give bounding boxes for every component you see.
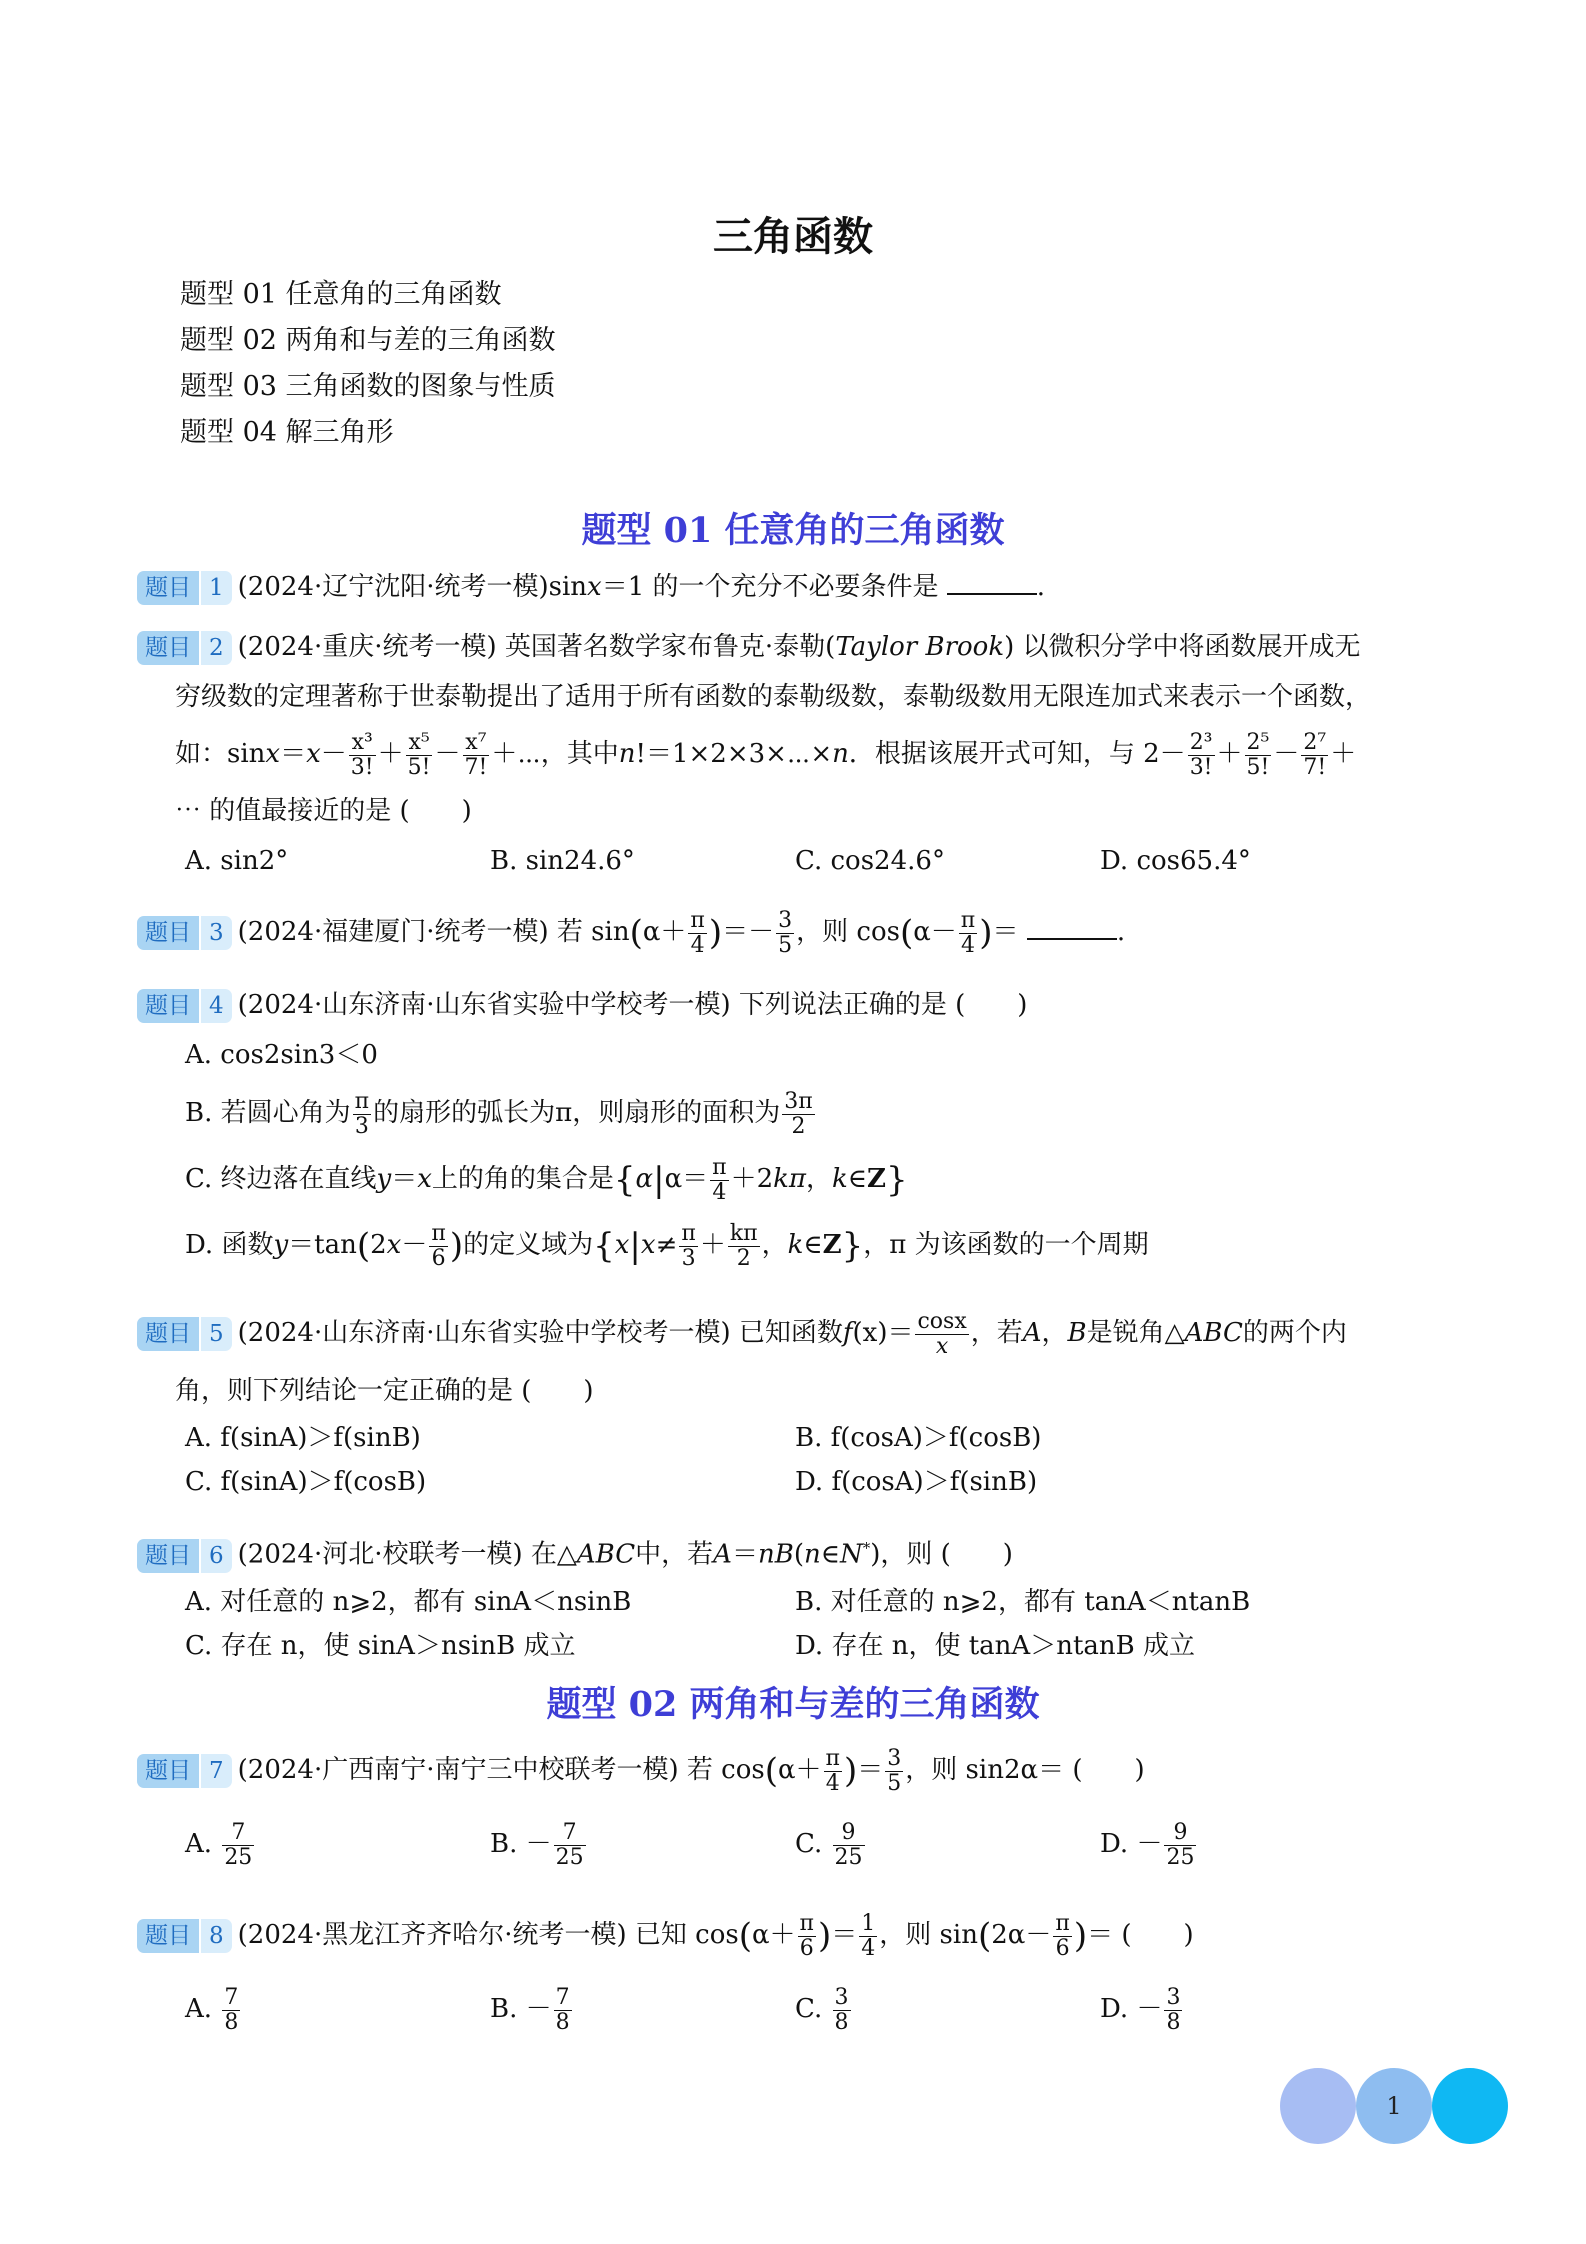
- option-b[interactable]: B. sin24.6°: [490, 846, 635, 876]
- option-d[interactable]: D. － $\frac{9}{25}$: [1100, 1819, 1195, 1870]
- page-number: 1: [1386, 2092, 1402, 2120]
- toc-item[interactable]: 题型 01 任意角的三角函数: [180, 279, 502, 310]
- options: [137, 1460, 1457, 1504]
- question-badge: 题目 2: [137, 631, 232, 665]
- answer-blank[interactable]: [1027, 916, 1117, 940]
- option-a[interactable]: A. $\frac{7}{8}$: [185, 1984, 239, 2035]
- answer-blank[interactable]: [947, 571, 1037, 595]
- question-8: 题目 8 (2024·黑龙江齐齐哈尔·统考一模) 已知 cos(α＋ $\frac{\pi}{6}$ )＝ $\frac{1}{4}$ ，则 sin(2α－ $\frac{\pi}{6}$ )＝ ( ) A. $\frac{7}{8}$ B. － $\frac{7}{8}$ C. $\frac{3}{8}$ D. － $\frac{3}{8}$: [137, 1905, 1457, 2039]
- options: [137, 1814, 1457, 1874]
- options: [137, 1979, 1457, 2039]
- option-c[interactable]: C. cos24.6°: [795, 846, 945, 876]
- option-a[interactable]: A. cos2sin3＜0: [185, 1040, 378, 1070]
- section-heading: 题型 01 任意角的三角函数: [581, 510, 1005, 551]
- question-badge: 题目 7: [137, 1754, 232, 1788]
- decor-circle: [1280, 2068, 1356, 2144]
- option-c[interactable]: C. 存在 n，使 sinA＞nsinB 成立: [185, 1630, 576, 1661]
- table-of-contents: [180, 272, 556, 456]
- option-d[interactable]: D. 存在 n，使 tanA＞ntanB 成立: [795, 1630, 1196, 1661]
- page-title: 三角函数: [713, 214, 873, 260]
- options: [137, 1416, 1457, 1460]
- toc-item[interactable]: 题型 02 两角和与差的三角函数: [180, 325, 556, 356]
- option-b[interactable]: B. － $\frac{7}{8}$: [490, 1984, 570, 2035]
- page-number-badge: [1280, 2068, 1510, 2144]
- option-c[interactable]: C. 终边落在直线y＝x上的角的集合是{α|α＝ $\frac{\pi}{4}$ ＋2kπ，k∈Z}: [185, 1154, 908, 1205]
- option-d[interactable]: D. f(cosA)＞f(sinB): [795, 1467, 1038, 1497]
- question-7: 题目 7 (2024·广西南宁·南宁三中校联考一模) 若 cos(α＋ $\frac{\pi}{4}$ )＝ $\frac{3}{5}$ ，则 sin2α＝ ( ) A. $\frac{7}{25}$ B. － $\frac{7}{25}$ C. $\frac{9}{25}$ D. － $\frac{9}{25}$: [137, 1740, 1457, 1874]
- question-2: 题目 2 (2024·重庆·统考一模) 英国著名数学家布鲁克·泰勒(Taylor Brook) 以微积分学中将函数展开成无 穷级数的定理著称于世泰勒提出了适用于所有函数的泰勒级数，泰勒级数用无限连加式来表示一个函数， 如：sinx＝x－ $\frac{\text{x³}}{3!}$ ＋ $\frac{\text{x⁵}}{5!}$ － $\frac{\text{x⁷}}{7!}$ ＋⋯，其中n!＝1×2×3×⋯×n．根据该展开式可知，与 2－ $\frac{\text{2³}}{3!}$ ＋ $\frac{\text{2⁵}}{5!}$ － $\frac{\text{2⁷}}{7!}$ ＋ ⋯ 的值最接近的是 ( ) A. sin2° B. sin24.6° C. cos24.6° D. cos65.4°: [137, 622, 1457, 886]
- option-a[interactable]: A. sin2°: [185, 846, 289, 876]
- option-b[interactable]: B. f(cosA)＞f(cosB): [795, 1423, 1042, 1453]
- options: [137, 836, 1457, 886]
- option-b[interactable]: B. 若圆心角为 $\frac{\pi}{3}$ 的扇形的弧长为π，则扇形的面积为 $\frac{3\pi}{2}$: [185, 1088, 813, 1139]
- question-1: 题目 1 (2024·辽宁沈阳·统考一模)sinx＝1 的一个充分不必要条件是 .: [137, 562, 1457, 612]
- toc-item[interactable]: 题型 03 三角函数的图象与性质: [180, 371, 556, 402]
- question-5: 题目 5 (2024·山东济南·山东省实验中学校考一模) 已知函数f(x)＝ $\frac{\cos x}{x}$，若A，B是锐角△ABC的两个内 角，则下列结论一定正确的是 ( ) A. f(sinA)＞f(sinB) B. f(cosA)＞f(cosB) C. f(sinA)＞f(cosB) D. f(cosA)＞f(sinB): [137, 1300, 1457, 1504]
- option-b[interactable]: B. 对任意的 n⩾2，都有 tanA＜ntanB: [795, 1586, 1251, 1617]
- option-c[interactable]: C. $\frac{3}{8}$: [795, 1984, 849, 2035]
- question-badge: 题目 6: [137, 1539, 232, 1573]
- decor-circle: [1432, 2068, 1508, 2144]
- question-6: 题目 6 (2024·河北·校联考一模) 在△ABC中，若A＝nB(n∈N*)，则 ( ) A. 对任意的 n⩾2，都有 sinA＜nsinB B. 对任意的 n⩾2，都有 tanA＜ntanB C. 存在 n，使 sinA＞nsinB 成立 D. 存在 n，使 tanA＞ntanB 成立: [137, 1523, 1457, 1668]
- toc-item[interactable]: 题型 04 解三角形: [180, 417, 394, 448]
- question-badge: 题目 4: [137, 989, 232, 1023]
- option-a[interactable]: A. 对任意的 n⩾2，都有 sinA＜nsinB: [185, 1586, 632, 1617]
- option-d[interactable]: D. 函数y＝tan(2x－ $\frac{\pi}{6}$ )的定义域为{x|x≠ $\frac{\pi}{3}$ ＋ $\frac{k\pi}{2}$ ，k∈Z}，π 为该函数的一个周期: [185, 1220, 1149, 1271]
- option-d[interactable]: D. － $\frac{3}{8}$: [1100, 1984, 1181, 2035]
- options: [137, 1580, 1457, 1624]
- option-c[interactable]: C. $\frac{9}{25}$: [795, 1819, 863, 1870]
- question-3: 题目 3 (2024·福建厦门·统考一模) 若 sin(α＋ $\frac{\pi}{4}$ )＝－ $\frac{3}{5}$ ，则 cos(α－ $\frac{\pi}{4}$ )＝ .: [137, 902, 1457, 962]
- option-c[interactable]: C. f(sinA)＞f(cosB): [185, 1467, 427, 1497]
- question-badge: 题目 8: [137, 1919, 232, 1953]
- option-a[interactable]: A. f(sinA)＞f(sinB): [185, 1423, 421, 1453]
- option-b[interactable]: B. － $\frac{7}{25}$: [490, 1819, 584, 1870]
- options: [137, 1624, 1457, 1668]
- question-badge: 题目 3: [137, 916, 232, 950]
- section-heading: 题型 02 两角和与差的三角函数: [546, 1684, 1040, 1725]
- question-4: 题目 4 (2024·山东济南·山东省实验中学校考一模) 下列说法正确的是 ( ) A. cos2sin3＜0 B. 若圆心角为 $\frac{\pi}{3}$ 的扇形的弧长为π，则扇形的面积为 $\frac{3\pi}{2}$ C. 终边落在直线y＝x上的角的集合是{α|α＝ $\frac{\pi}{4}$ ＋2kπ，k∈Z} D. 函数y＝tan(2x－ $\frac{\pi}{6}$ )的定义域为{x|x≠ $\frac{\pi}{3}$ ＋ $\frac{k\pi}{2}$ ，k∈Z}，π 为该函数的一个周期: [137, 980, 1457, 1278]
- option-a[interactable]: A. $\frac{7}{25}$: [185, 1819, 253, 1870]
- option-d[interactable]: D. cos65.4°: [1100, 846, 1251, 876]
- question-badge: 题目 5: [137, 1317, 232, 1351]
- question-badge: 题目 1: [137, 571, 232, 605]
